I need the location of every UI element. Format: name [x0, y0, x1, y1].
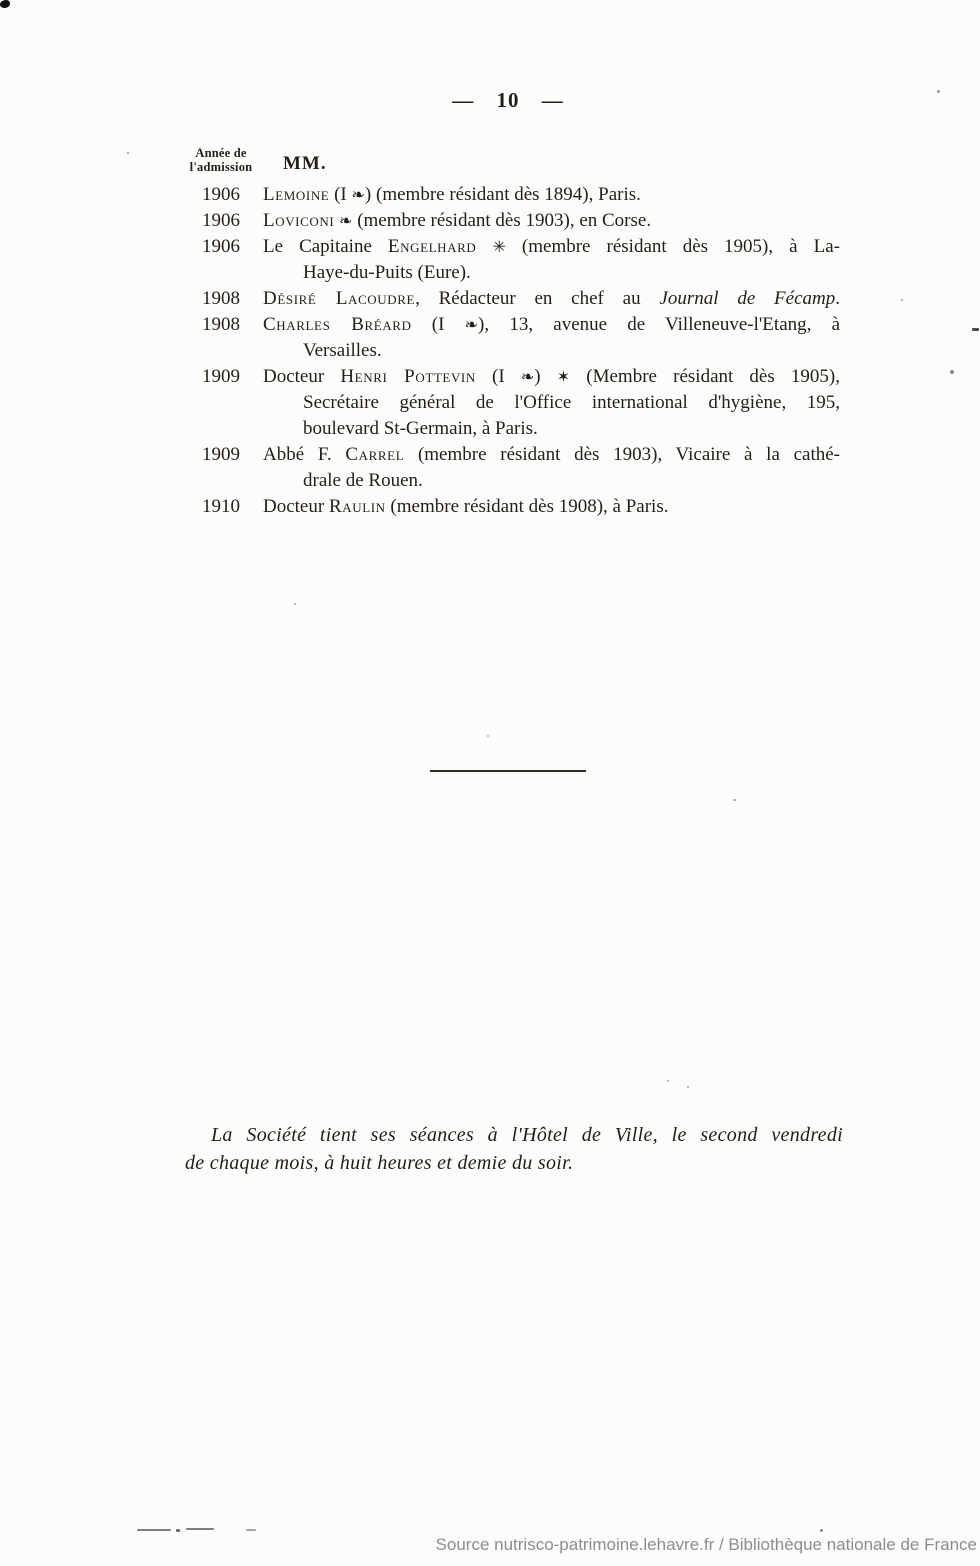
admission-year: 1908 [202, 288, 240, 309]
entry-text-segment: Versailles. [303, 340, 382, 361]
admission-header-line2: l'admission [189, 160, 253, 174]
entry-text-segment: (I [411, 314, 465, 335]
entry-text-segment: (membre résidant dès 1908), à Paris. [385, 496, 669, 517]
member-name: Lemoine [263, 184, 330, 205]
admission-year: 1910 [202, 496, 240, 517]
member-entry [263, 182, 840, 208]
admission-header-line1: Année de [195, 146, 247, 160]
member-entry [263, 286, 840, 312]
entry-line [263, 364, 840, 390]
meeting-note [185, 1121, 843, 1177]
scan-dash-artifact [137, 1529, 171, 1531]
member-entry [263, 442, 840, 494]
member-list-header [188, 146, 488, 174]
entry-line [263, 390, 840, 416]
scan-dash-artifact [176, 1529, 180, 1532]
entry-text-segment: Le Capitaine [263, 236, 388, 257]
entry-line [263, 286, 840, 312]
member-row [188, 286, 848, 312]
member-row [188, 494, 848, 520]
scan-speck [667, 1080, 669, 1082]
entry-text-segment: Docteur [263, 366, 341, 387]
entry-text-segment: (membre résidant dès 1905), à La- [505, 236, 840, 257]
member-entry [263, 234, 840, 286]
entry-text-segment [476, 236, 492, 257]
scan-speck [901, 299, 903, 301]
member-row [188, 234, 848, 286]
entry-line [263, 234, 840, 260]
entry-text-segment: boulevard St-Germain, à Paris. [303, 418, 538, 439]
messieurs-label: MM. [283, 153, 327, 174]
scan-speck [733, 799, 736, 801]
member-row [188, 364, 848, 442]
member-entry [263, 312, 840, 364]
star-insignia-icon: ✳ [492, 237, 506, 256]
admission-year-column-header [188, 146, 254, 174]
entry-text-segment: (I [329, 184, 352, 205]
scan-speck [937, 90, 940, 93]
entry-line [263, 468, 840, 494]
member-row [188, 312, 848, 364]
admission-year: 1909 [202, 366, 240, 387]
entry-text-segment: ) (membre résidant dès 1894), Paris. [364, 184, 641, 205]
scan-speck [687, 1086, 689, 1088]
palms-insignia-icon: ❧ [520, 367, 535, 386]
admission-year: 1909 [202, 444, 240, 465]
scan-speck [487, 735, 489, 737]
scan-speck [972, 328, 979, 331]
admission-year: 1908 [202, 314, 240, 335]
note-line: La Société tient ses séances à l'Hôtel de Ville, le second vendredi [211, 1124, 843, 1146]
scan-dash-artifact [186, 1528, 214, 1530]
member-list [188, 182, 848, 520]
admission-year: 1906 [202, 184, 240, 205]
entry-line [263, 416, 840, 442]
entry-text-segment: ), 13, avenue de Villeneuve-l'Etang, à [478, 314, 841, 335]
entry-line [263, 208, 840, 234]
entry-line [263, 442, 840, 468]
admission-year: 1906 [202, 236, 240, 257]
entry-text-segment: , Rédacteur en chef au [415, 288, 660, 309]
member-name: Engelhard [387, 236, 477, 257]
entry-text-segment: Secrétaire général de l'Office international d'hygiène, 195, [303, 392, 840, 413]
admission-year: 1906 [202, 210, 240, 231]
entry-line [263, 312, 840, 338]
entry-text-segment: (membre résidant dès 1903), en Corse. [352, 210, 652, 231]
entry-text-segment: ) [534, 366, 557, 387]
member-row [188, 182, 848, 208]
scan-speck [127, 152, 129, 154]
page-number: — 10 — [452, 88, 564, 112]
member-row [188, 208, 848, 234]
section-divider-rule [430, 770, 586, 772]
source-attribution: Source nutrisco-patrimoine.lehavre.fr / Bibliothèque nationale de France [435, 1535, 977, 1554]
entry-text-segment: Haye-du-Puits (Eure). [303, 262, 471, 283]
member-entry [263, 208, 840, 234]
member-name: Charles Bréard [263, 314, 412, 335]
entry-text-segment: (Membre résidant dès 1905), [570, 366, 840, 387]
entry-text-segment: . [835, 288, 840, 309]
ink-blot-artifact [0, 0, 10, 8]
scan-speck [950, 370, 954, 374]
entry-line [263, 494, 840, 520]
scan-speck [294, 603, 296, 605]
entry-text-segment: Docteur [263, 496, 329, 517]
member-name: Carrel [345, 444, 405, 465]
entry-line [263, 260, 840, 286]
member-row [188, 442, 848, 494]
palms-insignia-icon: ❧ [464, 315, 479, 334]
note-line: de chaque mois, à huit heures et demie du soir. [185, 1152, 574, 1174]
entry-line [263, 338, 840, 364]
publication-title: Journal de Fécamp [659, 288, 836, 309]
entry-line [263, 182, 840, 208]
member-name: Raulin [328, 496, 386, 517]
entry-text-segment: drale de Rouen. [303, 470, 423, 491]
palms-insignia-icon: ❧ [351, 185, 365, 204]
scan-dash-artifact [246, 1529, 256, 1531]
entry-text-segment: (I [475, 366, 521, 387]
palms-insignia-icon: ❧ [339, 211, 353, 230]
member-name: Loviconi [263, 210, 335, 231]
member-entry [263, 494, 840, 520]
member-entry [263, 364, 840, 442]
star-insignia-icon: ✶ [556, 367, 571, 386]
member-name: Désiré Lacoudre [263, 288, 416, 309]
member-name: Henri Pottevin [340, 366, 476, 387]
entry-text-segment: (membre résidant dès 1903), Vicaire à la cathé- [404, 444, 840, 465]
entry-text-segment: Abbé F. [263, 444, 346, 465]
scan-speck [820, 1529, 823, 1532]
